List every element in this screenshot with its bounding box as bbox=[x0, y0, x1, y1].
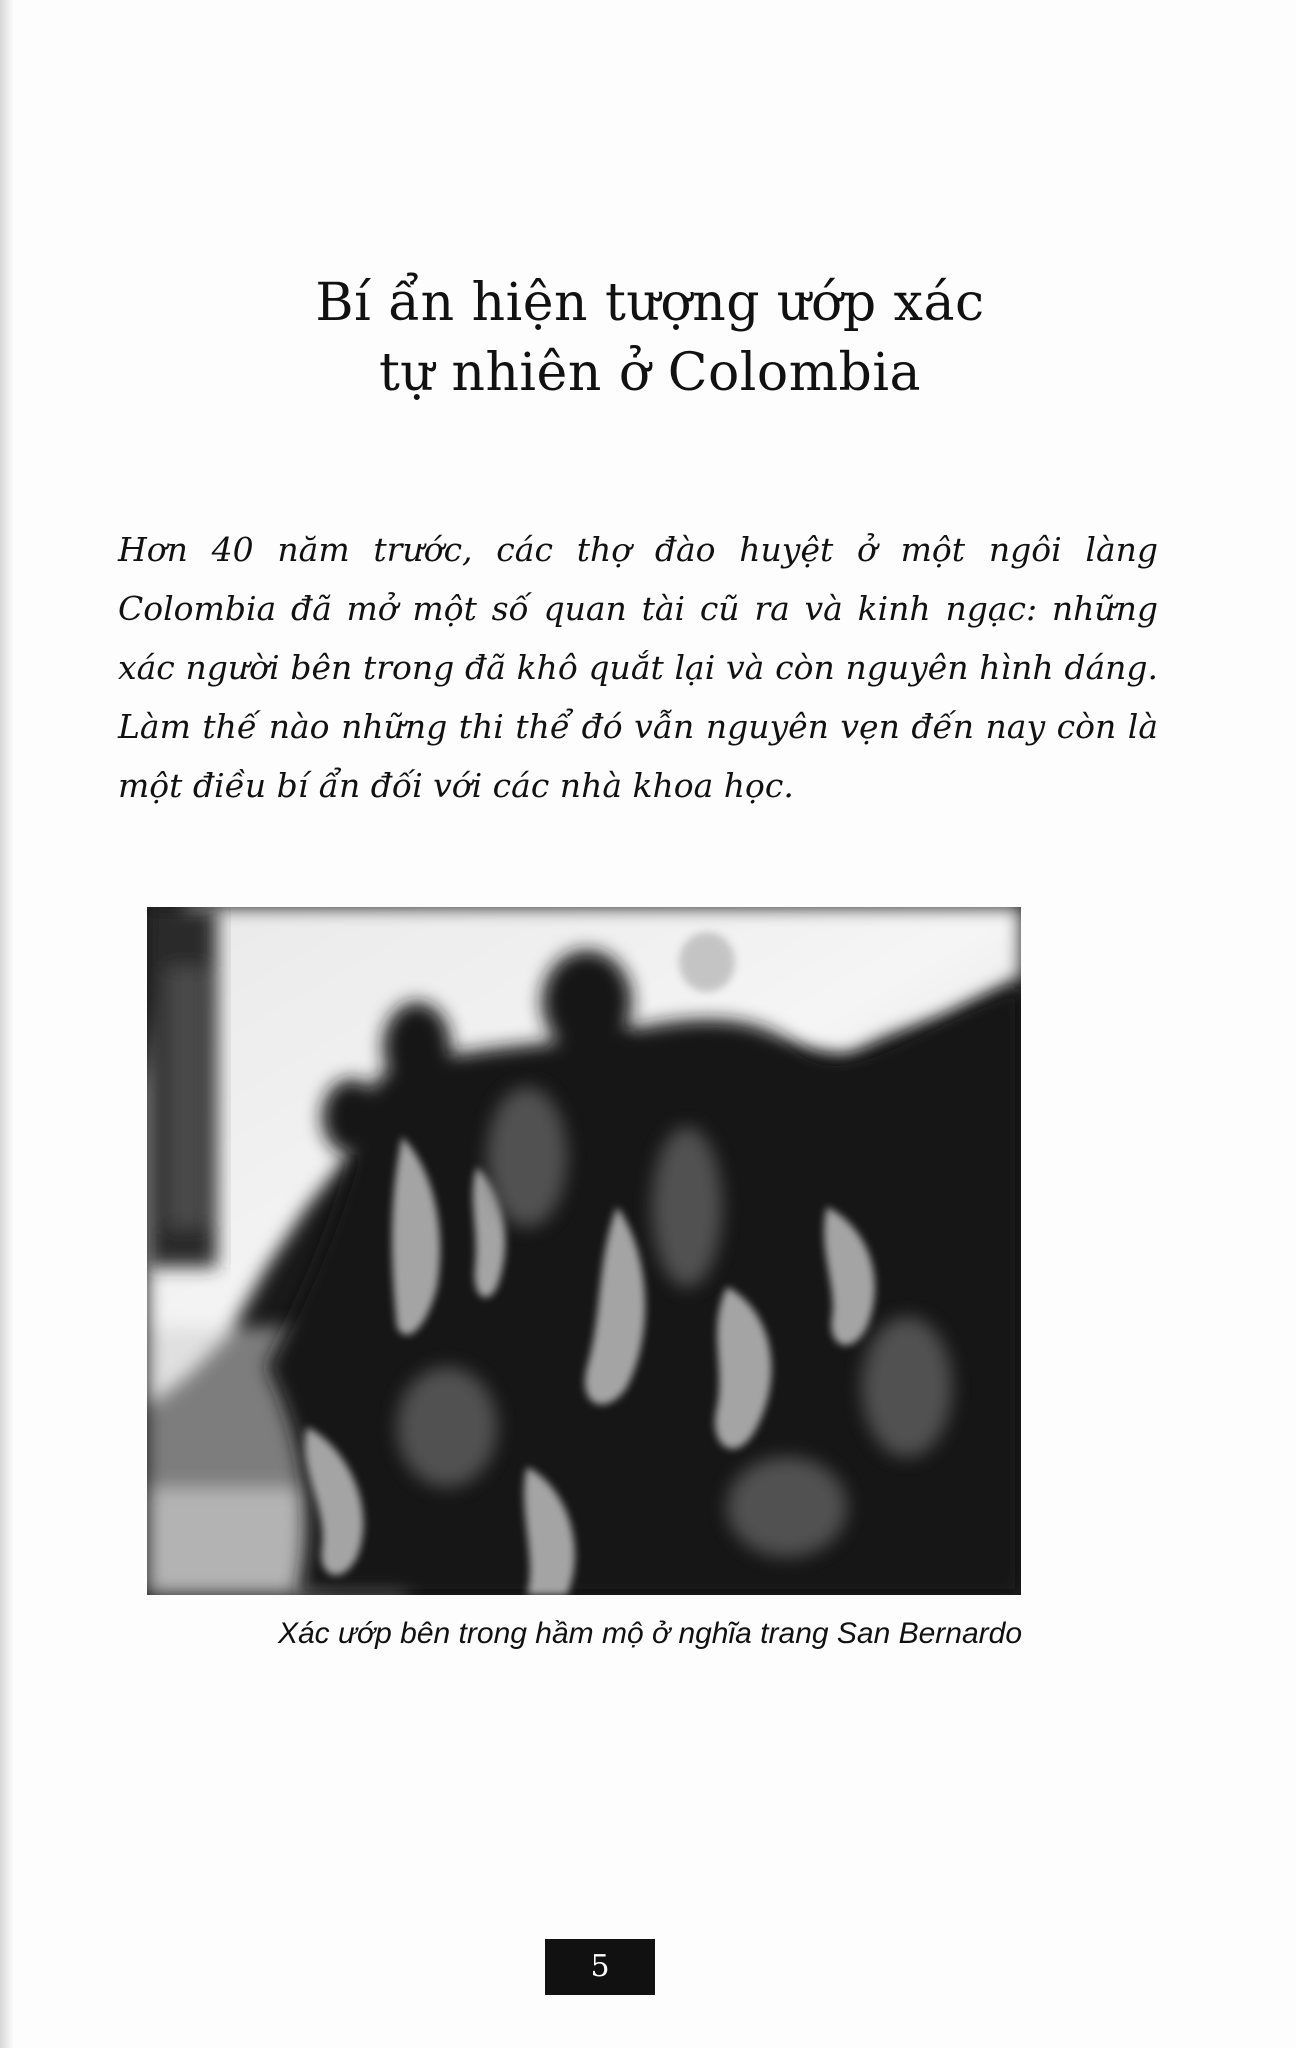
page-title-line-1: Bí ẩn hiện tượng ướp xác bbox=[315, 273, 985, 333]
mummies-photo-graphic bbox=[147, 907, 1021, 1595]
page-title-line-2: tự nhiên ở Colombia bbox=[379, 343, 921, 403]
mummies-photo bbox=[147, 907, 1021, 1595]
page-title bbox=[150, 268, 1150, 408]
page-binding-edge bbox=[0, 0, 14, 2048]
figure-caption: Xác ướp bên trong hầm mộ ở nghĩa trang San Bernardo bbox=[277, 1617, 1023, 1650]
intro-paragraph: Hơn 40 năm trước, các thợ đào huyệt ở một ngôi làng Colombia đã mở một số quan tài cũ ra và kinh ngạc: những xác người bên trong đã khô quắt lại và còn nguyên hình dáng. Làm thế nào những thi thể đó vẫn nguyên vẹn đến nay còn là một điều bí ẩn đối với các nhà khoa học. bbox=[118, 530, 1158, 805]
page-number-badge: 5 bbox=[545, 1939, 655, 1995]
